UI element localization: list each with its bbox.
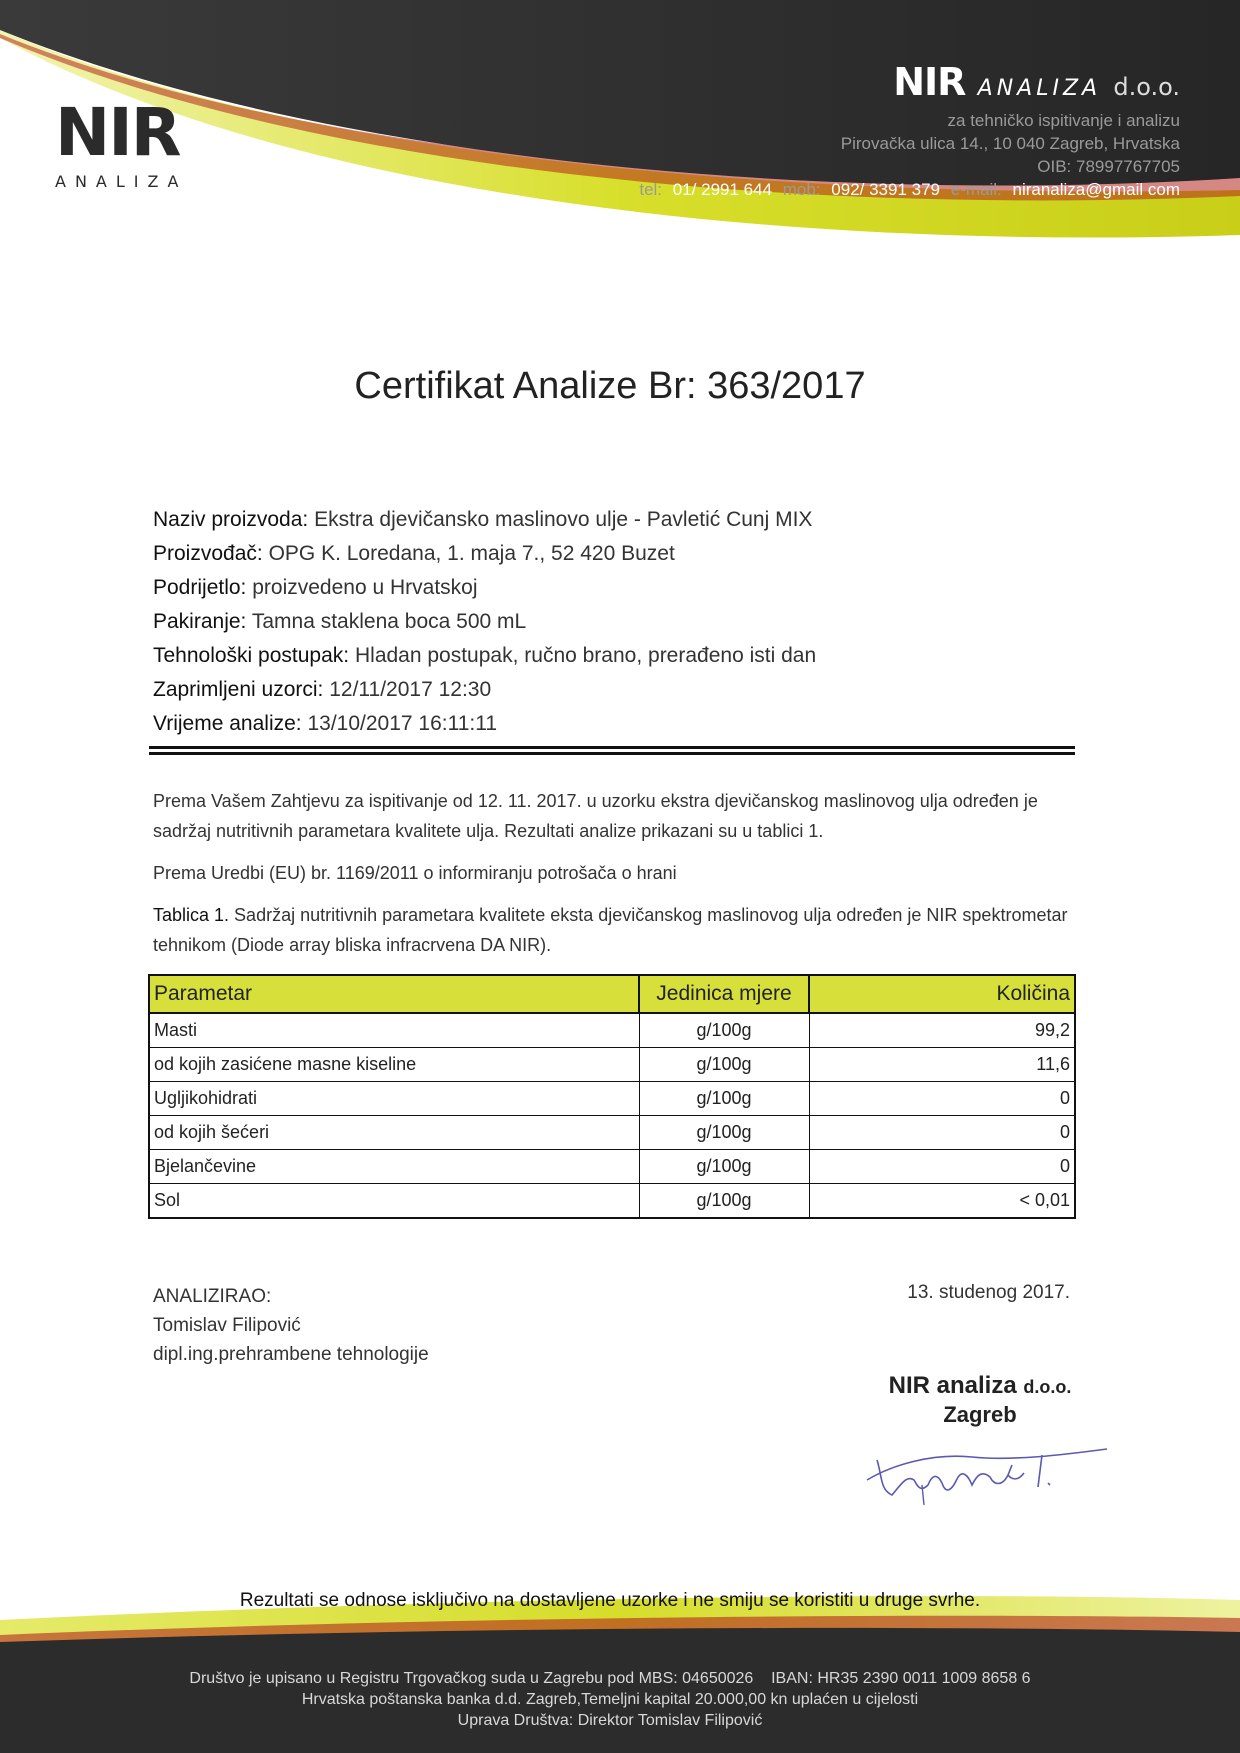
stamp-line2: Zagreb bbox=[943, 1402, 1017, 1427]
product-info-row bbox=[153, 707, 816, 741]
tel-value: 01/ 2991 644 bbox=[672, 180, 773, 199]
company-oib: OIB: 78997767705 bbox=[1037, 157, 1180, 176]
field-label: Zaprimljeni uzorci: bbox=[153, 678, 324, 701]
results-table bbox=[148, 974, 1076, 1219]
table-caption bbox=[153, 900, 1073, 960]
table-row bbox=[149, 1116, 1075, 1150]
handwritten-signature bbox=[862, 1435, 1112, 1505]
certificate-title: Certifikat Analize Br: 363/2017 bbox=[354, 365, 866, 407]
cell-quantity: 99,2 bbox=[809, 1013, 1075, 1048]
cell-parameter: Sol bbox=[149, 1184, 639, 1219]
company-name-sub: ANALIZA bbox=[977, 76, 1102, 101]
table-row bbox=[149, 1150, 1075, 1184]
company-name bbox=[633, 62, 1180, 109]
stamp-company: NIR analiza bbox=[888, 1372, 1017, 1399]
cell-parameter: Bjelančevine bbox=[149, 1150, 639, 1184]
company-info bbox=[633, 62, 1180, 201]
company-line1: za tehničko ispitivanje i analizu bbox=[947, 111, 1180, 130]
issue-date: 13. studenog 2017. bbox=[907, 1282, 1070, 1303]
product-info-row bbox=[153, 571, 816, 605]
field-value: Hladan postupak, ručno brano, prerađeno isti dan bbox=[354, 644, 817, 667]
cell-unit: g/100g bbox=[639, 1184, 809, 1219]
column-header-unit: Jedinica mjere bbox=[639, 975, 809, 1013]
table-row bbox=[149, 1013, 1075, 1048]
cell-parameter: od kojih šećeri bbox=[149, 1116, 639, 1150]
field-value: Tamna staklena boca 500 mL bbox=[251, 610, 527, 633]
footer-line3: Uprava Društva: Direktor Tomislav Filipović bbox=[457, 1712, 763, 1729]
company-name-suffix: d.o.o. bbox=[1113, 73, 1180, 101]
product-info bbox=[153, 503, 816, 741]
cell-parameter: od kojih zasićene masne kiseline bbox=[149, 1048, 639, 1082]
stamp-line1 bbox=[865, 1372, 1095, 1400]
cell-quantity: 11,6 bbox=[809, 1048, 1075, 1082]
email-label: e-mail: bbox=[950, 180, 1002, 199]
company-name-main: NIR bbox=[893, 60, 966, 104]
table-caption-text: Sadržaj nutritivnih parametara kvalitete eksta djevičanskog maslinovog ulja određen je NIR spektrometar tehnikom (Diode array bliska infracrvena DA NIR). bbox=[153, 905, 1068, 955]
table-row bbox=[149, 1184, 1075, 1219]
email-value: niranaliza@gmail com bbox=[1012, 180, 1180, 199]
company-address: Pirovačka ulica 14., 10 040 Zagreb, Hrvatska bbox=[840, 134, 1180, 153]
section-divider bbox=[149, 746, 1075, 755]
column-header-quantity: Količina bbox=[809, 975, 1075, 1013]
stamp-suffix: d.o.o. bbox=[1023, 1377, 1072, 1397]
field-label: Vrijeme analize: bbox=[153, 712, 302, 735]
field-value: 12/11/2017 12:30 bbox=[329, 678, 492, 701]
field-label: Pakiranje: bbox=[153, 610, 247, 633]
logo-sub-text: ANALIZA bbox=[55, 172, 188, 191]
field-label: Proizvođač: bbox=[153, 542, 263, 565]
field-label: Naziv proizvoda: bbox=[153, 508, 309, 531]
cell-parameter: Ugljikohidrati bbox=[149, 1082, 639, 1116]
disclaimer: Rezultati se odnose isključivo na dostavljene uzorke i ne smiju se koristiti u druge svrhe. bbox=[239, 1590, 981, 1611]
table-caption-label: Tablica 1. bbox=[153, 905, 230, 925]
field-value: Ekstra djevičansko maslinovo ulje - Pavletić Cunj MIX bbox=[314, 508, 813, 531]
field-value: 13/10/2017 16:11:11 bbox=[307, 712, 498, 735]
cell-quantity: 0 bbox=[809, 1116, 1075, 1150]
cell-quantity: < 0,01 bbox=[809, 1184, 1075, 1219]
table-header-row bbox=[149, 975, 1075, 1013]
column-header-parameter: Parametar bbox=[149, 975, 639, 1013]
cell-unit: g/100g bbox=[639, 1013, 809, 1048]
cell-unit: g/100g bbox=[639, 1082, 809, 1116]
product-info-row bbox=[153, 503, 816, 537]
product-info-row bbox=[153, 639, 816, 673]
footer-legal bbox=[0, 1668, 1220, 1731]
field-label: Podrijetlo: bbox=[153, 576, 247, 599]
field-value: OPG K. Loredana, 1. maja 7., 52 420 Buzet bbox=[268, 542, 675, 565]
cell-unit: g/100g bbox=[639, 1116, 809, 1150]
mob-label: mob: bbox=[782, 180, 821, 199]
analyst-title: dipl.ing.prehrambene tehnologije bbox=[153, 1344, 429, 1365]
table-row bbox=[149, 1048, 1075, 1082]
company-logo bbox=[55, 94, 188, 191]
company-contact bbox=[633, 178, 1180, 201]
field-value: proizvedeno u Hrvatskoj bbox=[252, 576, 478, 599]
product-info-row bbox=[153, 673, 816, 707]
cell-parameter: Masti bbox=[149, 1013, 639, 1048]
regulation-paragraph: Prema Uredbi (EU) br. 1169/2011 o informiranju potrošača o hrani bbox=[153, 863, 677, 883]
cell-unit: g/100g bbox=[639, 1150, 809, 1184]
analyst-label: ANALIZIRAO: bbox=[153, 1286, 272, 1307]
product-info-row bbox=[153, 605, 816, 639]
cell-quantity: 0 bbox=[809, 1082, 1075, 1116]
table-row bbox=[149, 1082, 1075, 1116]
footer-line2: Hrvatska poštanska banka d.d. Zagreb,Temeljni kapital 20.000,00 kn uplaćen u cijelosti bbox=[301, 1691, 919, 1708]
analyst-block bbox=[153, 1282, 429, 1369]
company-stamp bbox=[865, 1372, 1095, 1428]
analyst-name: Tomislav Filipović bbox=[153, 1315, 301, 1336]
request-paragraph: Prema Vašem Zahtjevu za ispitivanje od 12. 11. 2017. u uzorku ekstra djevičanskog maslinovog ulja određen je sadržaj nutritivnih parametara kvalitete ulja. Rezultati analize prikazani su u tablici 1. bbox=[153, 791, 1038, 841]
footer-line1: Društvo je upisano u Registru Trgovačkog suda u Zagrebu pod MBS: 04650026 IBAN: HR35 2390 0011 1009 8658 6 bbox=[189, 1670, 1031, 1687]
product-info-row bbox=[153, 537, 816, 571]
mob-value: 092/ 3391 379 bbox=[831, 180, 941, 199]
cell-quantity: 0 bbox=[809, 1150, 1075, 1184]
logo-main-text: NIR bbox=[55, 94, 180, 171]
field-label: Tehnološki postupak: bbox=[153, 644, 350, 667]
cell-unit: g/100g bbox=[639, 1048, 809, 1082]
tel-label: tel: bbox=[639, 180, 663, 199]
